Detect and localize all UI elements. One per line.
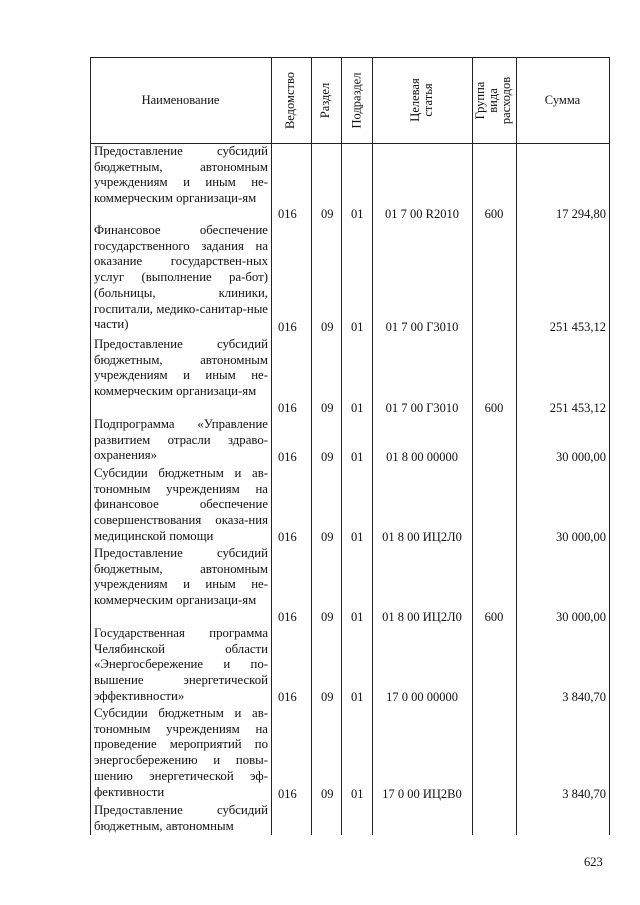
col-border xyxy=(271,57,272,835)
col-border xyxy=(609,57,610,835)
row-subsection: 01 xyxy=(351,401,364,415)
col-border xyxy=(372,57,373,835)
row-department: 016 xyxy=(278,207,297,221)
row-description: Государственная программа Челябинской области «Энергосбережение и по-вышение энергетической эффективности» xyxy=(94,626,268,703)
row-department: 016 xyxy=(278,401,297,415)
row-department: 016 xyxy=(278,690,297,704)
budget-table xyxy=(90,57,610,835)
row-subsection: 01 xyxy=(351,207,364,221)
header-subsection-label: Подраздел xyxy=(349,72,363,128)
row-amount: 17 294,80 xyxy=(556,207,606,221)
col-border xyxy=(311,57,312,835)
row-amount: 251 453,12 xyxy=(549,320,606,334)
header-section xyxy=(311,57,341,143)
header-target-item-label: Целевая статья xyxy=(408,78,435,122)
col-border xyxy=(90,57,91,835)
header-amount-label: Сумма xyxy=(544,92,581,107)
row-target-item: 01 8 00 ИЦ2Л0 xyxy=(382,610,462,624)
row-department: 016 xyxy=(278,450,297,464)
header-expense-group xyxy=(472,57,516,143)
row-description: Предоставление субсидий бюджетным, автономным xyxy=(94,803,268,833)
row-description: Подпрограмма «Управление развитием отрасли здраво-охранения» xyxy=(94,417,268,463)
row-description: Предоставление субсидий бюджетным, автономным учреждениям и иным не-коммерческим организаци-ям xyxy=(94,337,268,399)
row-section: 09 xyxy=(321,320,334,334)
row-target-item: 01 8 00 ИЦ2Л0 xyxy=(382,530,462,544)
header-name-label: Наименование xyxy=(141,92,220,107)
col-border xyxy=(472,57,473,835)
header-subsection xyxy=(341,57,372,143)
row-department: 016 xyxy=(278,610,297,624)
row-section: 09 xyxy=(321,787,334,801)
row-amount: 3 840,70 xyxy=(562,787,606,801)
header-section-label: Раздел xyxy=(318,82,333,118)
row-section: 09 xyxy=(321,610,334,624)
row-amount: 30 000,00 xyxy=(556,450,606,464)
row-subsection: 01 xyxy=(351,610,364,624)
row-expense-group: 600 xyxy=(484,207,504,221)
header-name xyxy=(90,57,271,143)
row-description: Субсидии бюджетным и ав-тономным учреждениям на проведение мероприятий по энергосбережению и повы-шению энергетической эф-фективности xyxy=(94,706,268,799)
row-target-item: 01 7 00 Г3010 xyxy=(385,401,459,415)
row-target-item: 01 8 00 00000 xyxy=(386,450,458,464)
header-expense-group-label: Группа вида расходов xyxy=(473,76,514,124)
header-amount xyxy=(516,57,609,143)
row-section: 09 xyxy=(321,690,334,704)
header-department xyxy=(271,57,311,143)
row-description: Субсидии бюджетным и ав-тономным учреждениям на финансовое обеспечение совершенствования оказа-ния медицинской помощи xyxy=(94,466,268,543)
row-target-item: 01 7 00 R2010 xyxy=(385,207,459,221)
header-target-item xyxy=(372,57,472,143)
row-subsection: 01 xyxy=(351,450,364,464)
header-department-label: Ведомство xyxy=(283,71,298,129)
row-section: 09 xyxy=(321,530,334,544)
col-border xyxy=(341,57,342,835)
row-target-item: 17 0 00 00000 xyxy=(386,690,458,704)
row-target-item: 17 0 00 ИЦ2В0 xyxy=(382,787,462,801)
row-department: 016 xyxy=(278,787,297,801)
row-section: 09 xyxy=(321,450,334,464)
row-subsection: 01 xyxy=(351,530,364,544)
row-description: Финансовое обеспечение государственного задания на оказание государствен-ных услуг (выполнение ра-бот) (больницы, клиники, госпитали, медико-санитар-ные части) xyxy=(94,223,268,332)
page-number: 623 xyxy=(584,855,603,869)
row-subsection: 01 xyxy=(351,320,364,334)
row-amount: 30 000,00 xyxy=(556,610,606,624)
row-target-item: 01 7 00 Г3010 xyxy=(385,320,459,334)
row-section: 09 xyxy=(321,207,334,221)
row-subsection: 01 xyxy=(351,690,364,704)
row-description: Предоставление субсидий бюджетным, автономным учреждениям и иным не-коммерческим организаци-ям xyxy=(94,144,268,206)
row-department: 016 xyxy=(278,530,297,544)
row-expense-group: 600 xyxy=(484,610,504,624)
col-border xyxy=(516,57,517,835)
row-amount: 251 453,12 xyxy=(549,401,606,415)
row-description: Предоставление субсидий бюджетным, автономным учреждениям и иным не-коммерческим организаци-ям xyxy=(94,546,268,608)
row-subsection: 01 xyxy=(351,787,364,801)
row-amount: 3 840,70 xyxy=(562,690,606,704)
row-section: 09 xyxy=(321,401,334,415)
row-amount: 30 000,00 xyxy=(556,530,606,544)
row-expense-group: 600 xyxy=(484,401,504,415)
row-department: 016 xyxy=(278,320,297,334)
